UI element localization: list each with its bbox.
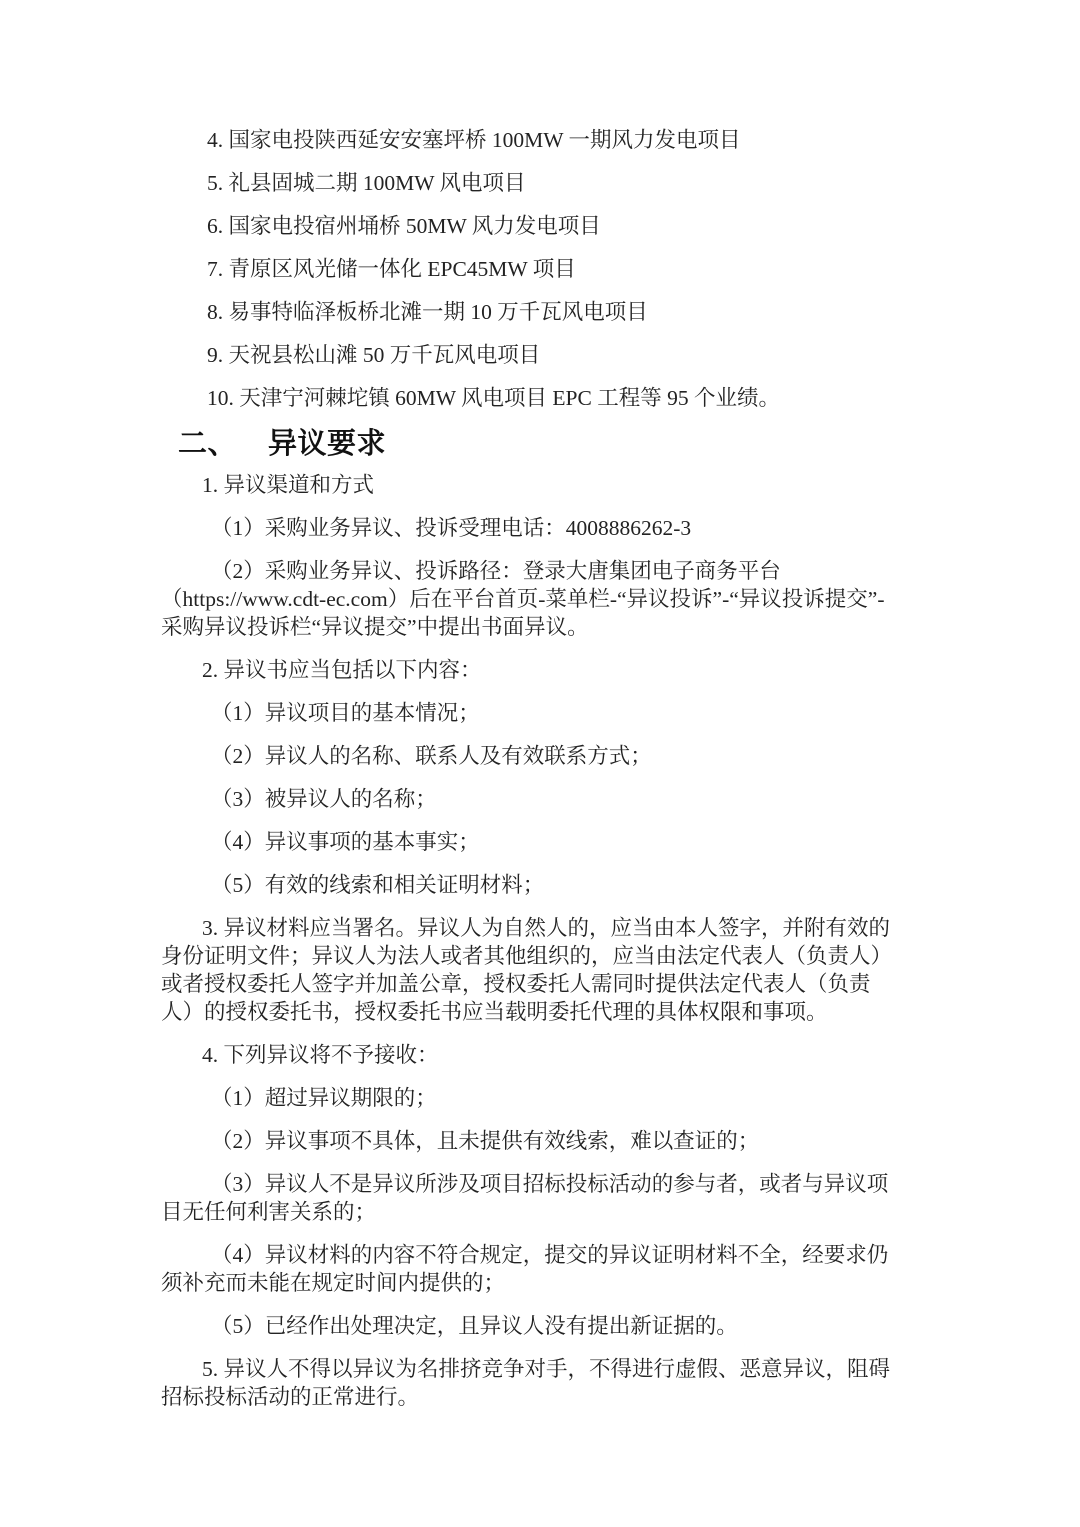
project-item: 10. 天津宁河棘坨镇 60MW 风电项目 EPC 工程等 95 个业绩。	[207, 386, 780, 410]
project-item: 8. 易事特临泽板桥北滩一期 10 万千瓦风电项目	[207, 300, 648, 324]
req-path-paragraph: （2）采购业务异议、投诉路径：登录大唐集团电子商务平台（https://www.cdt-ec.com）后在平台首页-菜单栏-“异议投诉”-“异议投诉提交”-采购异议投诉栏“异议提交”中提出书面异议。	[161, 559, 885, 639]
req-reject-item: （4）异议材料的内容不符合规定，提交的异议证明材料不全，经要求仍须补充而未能在规定时间内提供的；	[161, 1243, 889, 1295]
project-item: 4. 国家电投陕西延安安塞坪桥 100MW 一期风力发电项目	[207, 128, 741, 152]
req-reject-item: （3）异议人不是异议所涉及项目招标投标活动的参与者，或者与异议项目无任何利害关系的；	[161, 1172, 889, 1224]
project-item: 6. 国家电投宿州埇桥 50MW 风力发电项目	[207, 214, 601, 238]
project-item: 9. 天祝县松山滩 50 万千瓦风电项目	[207, 343, 541, 367]
req-phone-line: （1）采购业务异议、投诉受理电话：4008886262-3	[211, 516, 692, 540]
req-letter-item: （4）异议事项的基本事实；	[211, 830, 480, 854]
req-signature-paragraph: 3. 异议材料应当署名。异议人为自然人的，应当由本人签字，并附有效的身份证明文件；异议人为法人或者其他组织的，应当由法定代表人（负责人）或者授权委托人签字并加盖公章，授权委托人需同时提供法定代表人（负责人）的授权委托书，授权委托书应当载明委托代理的具体权限和事项。	[161, 916, 893, 1024]
req-letter-item: （2）异议人的名称、联系人及有效联系方式；	[211, 744, 652, 768]
req-reject-item: （1）超过异议期限的；	[211, 1086, 437, 1110]
section-heading	[161, 427, 893, 461]
project-item: 7. 青原区风光储一体化 EPC45MW 项目	[207, 257, 576, 281]
section-number: 二、	[178, 428, 238, 460]
req-channel-heading: 1. 异议渠道和方式	[202, 473, 375, 497]
req-letter-item: （5）有效的线索和相关证明材料；	[211, 873, 545, 897]
section-title: 异议要求	[268, 428, 387, 460]
req-conduct-paragraph: 5. 异议人不得以异议为名排挤竞争对手，不得进行虚假、恶意异议，阻碍招标投标活动的正常进行。	[161, 1357, 891, 1409]
project-item: 5. 礼县固城二期 100MW 风电项目	[207, 171, 526, 195]
req-letter-item: （1）异议项目的基本情况；	[211, 701, 480, 725]
req-letter-item: （3）被异议人的名称；	[211, 787, 437, 811]
req-letter-heading: 2. 异议书应当包括以下内容：	[202, 658, 482, 682]
req-reject-item: （5）已经作出处理决定，且异议人没有提出新证据的。	[211, 1314, 738, 1338]
req-reject-item: （2）异议事项不具体，且未提供有效线索，难以查证的；	[211, 1129, 760, 1153]
req-reject-heading: 4. 下列异议将不予接收：	[202, 1043, 439, 1067]
